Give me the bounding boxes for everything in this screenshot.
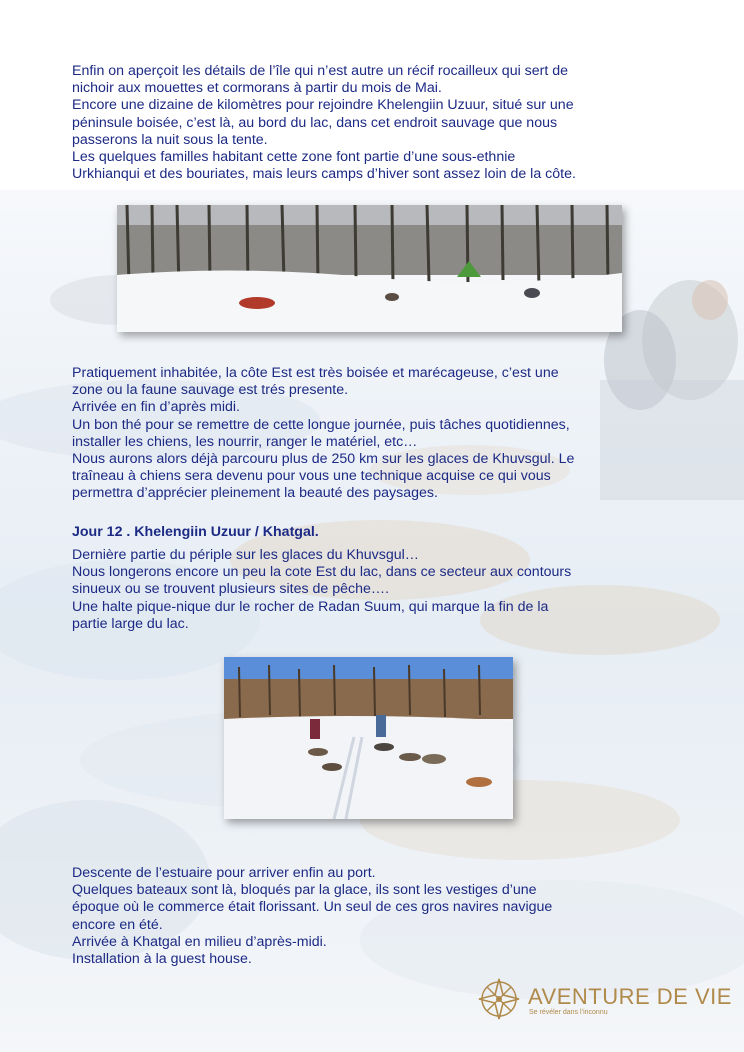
text-line: permettra d’apprécier pleinement la beauté des paysages. — [72, 485, 438, 502]
text-line: Enfin on aperçoit les détails de l’île qui n’est autre un récif rocailleux qui sert de — [72, 63, 569, 79]
text-line: encore en été. — [72, 916, 163, 933]
paragraph-east-coast — [72, 365, 702, 503]
text-line: Un bon thé pour se remettre de cette longue journée, puis tâches quotidiennes, — [72, 416, 570, 433]
paragraph-island-arrival — [72, 63, 702, 183]
text-line: Dernière partie du périple sur les glaces du Khuvsgul… — [72, 547, 419, 563]
photo-forest-camp — [117, 205, 622, 332]
photo-dog-sled — [224, 657, 513, 819]
text-line: époque où le commerce était florissant. Un seul de ces gros navires navigue — [72, 899, 553, 916]
text-line: Urkhianqui et des bouriates, mais leurs camps d’hiver sont assez loin de la côte. — [72, 166, 576, 183]
text-line: Encore une dizaine de kilomètres pour rejoindre Khelengiin Uzuur, situé sur une — [72, 97, 574, 114]
text-line: partie large du lac. — [72, 615, 189, 632]
text-line: traîneau à chiens sera devenu pour vous une technique acquise ce qui vous — [72, 468, 551, 485]
text-line: Installation à la guest house. — [72, 951, 252, 968]
text-line: installer les chiens, les nourrir, ranger le matériel, etc… — [72, 433, 418, 450]
text-line: Les quelques familles habitant cette zone font partie d’une sous-ethnie — [72, 149, 516, 166]
logo-name: AVENTURE DE VIE — [528, 984, 732, 1009]
compass-logo-icon — [476, 976, 522, 1022]
text-line: Nous aurons alors déjà parcouru plus de 250 km sur les glaces de Khuvsgul. Le — [72, 451, 575, 468]
day-heading: Jour 12 . Khelengiin Uzuur / Khatgal. — [72, 524, 319, 540]
text-line: Arrivée à Khatgal en milieu d’après-midi. — [72, 933, 327, 950]
text-line: nichoir aux mouettes et cormorans à partir du mois de Mai. — [72, 80, 442, 97]
logo-tagline: Se révéler dans l’inconnu — [529, 1009, 608, 1016]
paragraph-final-part — [72, 547, 702, 633]
text-line: péninsule boisée, c’est là, au bord du lac, dans cet endroit sauvage que nous — [72, 114, 558, 131]
text-line: Arrivée en fin d’après midi. — [72, 399, 240, 416]
text-line: zone ou la faune sauvage est trés presente. — [72, 382, 349, 399]
text-line: Quelques bateaux sont là, bloqués par la glace, ils sont les vestiges d’une — [72, 882, 537, 899]
text-line: sinueux ou se trouvent plusieurs sites de pêche…. — [72, 581, 390, 598]
text-line: Descente de l’estuaire pour arriver enfin au port. — [72, 865, 376, 881]
paragraph-arrival-port — [72, 865, 702, 968]
brand-logo — [476, 976, 732, 1022]
text-line: passerons la nuit sous la tente. — [72, 131, 268, 148]
text-line: Une halte pique-nique dur le rocher de Radan Suum, qui marque la fin de la — [72, 598, 549, 615]
text-line: Pratiquement inhabitée, la côte Est est très boisée et marécageuse, c’est une — [72, 365, 559, 381]
text-line: Nous longerons encore un peu la cote Est du lac, dans ce secteur aux contours — [72, 564, 572, 581]
